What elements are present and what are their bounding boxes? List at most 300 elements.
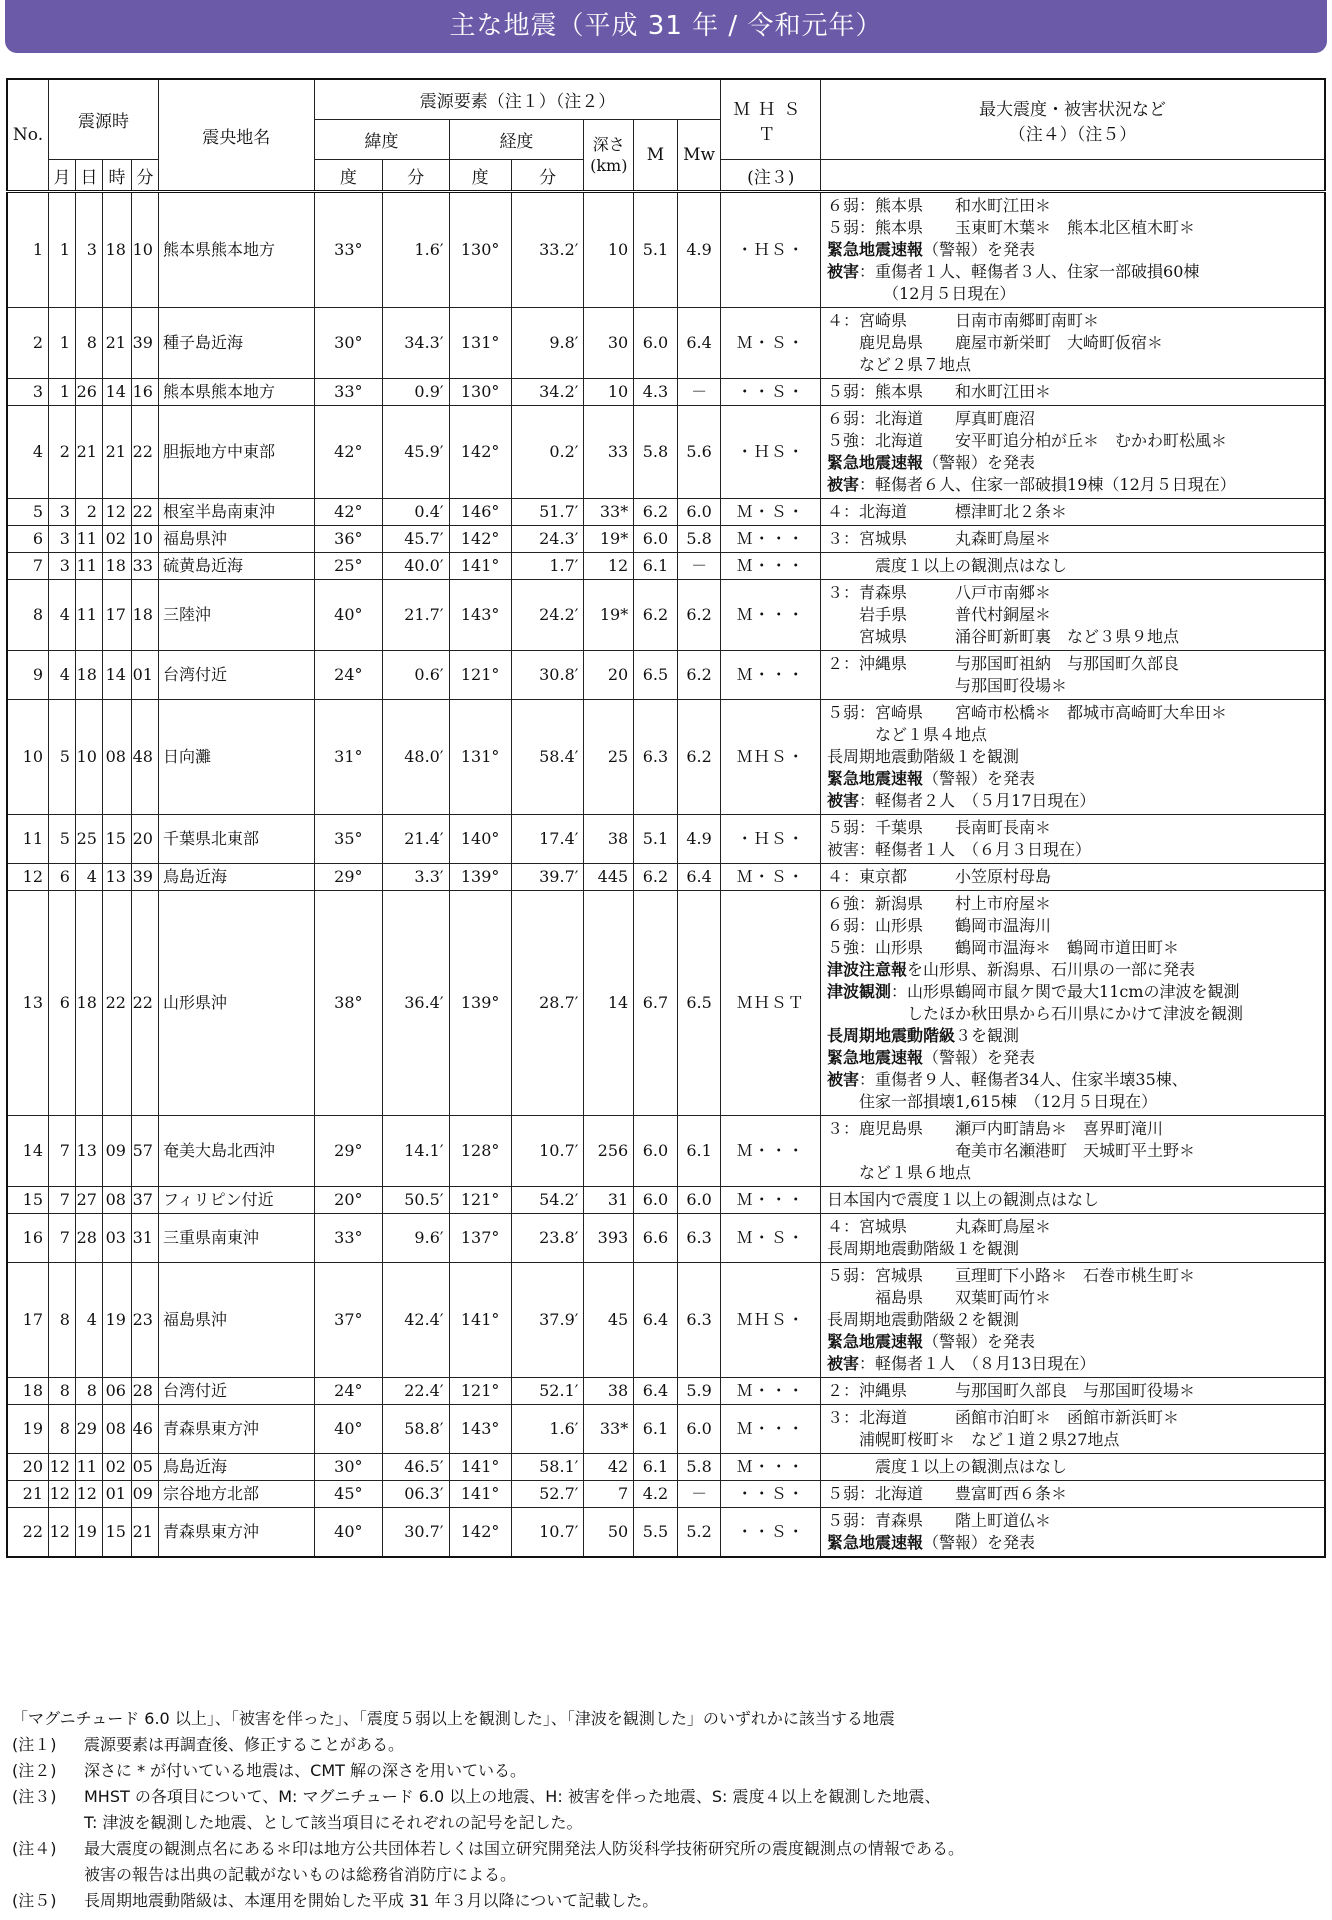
row-description bbox=[821, 1508, 1325, 1558]
row-month: 3 bbox=[49, 553, 76, 580]
row-minute: 22 bbox=[131, 499, 158, 526]
header-lat-deg: 度 bbox=[314, 160, 382, 192]
table-row bbox=[7, 379, 1325, 406]
row-depth: 10 bbox=[584, 192, 634, 308]
row-lon-min: 10.7′ bbox=[511, 1116, 584, 1187]
description-line bbox=[827, 959, 1320, 981]
row-month: 8 bbox=[49, 1378, 76, 1405]
row-mhst: Ｍ・Ｓ・ bbox=[721, 308, 821, 379]
header-m: M bbox=[634, 120, 678, 192]
header-day: 日 bbox=[75, 160, 102, 192]
description-line bbox=[827, 310, 1320, 332]
row-lat-deg: 33° bbox=[314, 379, 382, 406]
row-mw: 6.3 bbox=[677, 1214, 721, 1263]
row-mhst: ・ＨＳ・ bbox=[721, 815, 821, 864]
footnote-indent bbox=[12, 1862, 84, 1888]
row-m: 6.4 bbox=[634, 1378, 678, 1405]
row-lat-min: 0.6′ bbox=[383, 651, 449, 700]
row-depth: 14 bbox=[584, 891, 634, 1116]
row-lat-deg: 40° bbox=[314, 580, 382, 651]
description-line bbox=[827, 626, 1320, 648]
description-text: （警報）を発表 bbox=[923, 1533, 1036, 1552]
description-text: ６弱：北海道 厚真町鹿沼 bbox=[827, 409, 1036, 428]
row-m: 5.5 bbox=[634, 1508, 678, 1558]
row-lat-deg: 29° bbox=[314, 864, 382, 891]
row-lon-min: 9.8′ bbox=[511, 308, 584, 379]
description-line bbox=[827, 452, 1320, 474]
row-day: 29 bbox=[75, 1405, 102, 1454]
row-hour: 15 bbox=[102, 1508, 131, 1558]
row-minute: 21 bbox=[131, 1508, 158, 1558]
row-m: 4.2 bbox=[634, 1481, 678, 1508]
row-lat-deg: 20° bbox=[314, 1187, 382, 1214]
row-lon-deg: 141° bbox=[449, 553, 511, 580]
description-line bbox=[827, 1380, 1320, 1402]
row-description bbox=[821, 1481, 1325, 1508]
row-no: 22 bbox=[7, 1508, 49, 1558]
row-description bbox=[821, 379, 1325, 406]
description-line bbox=[827, 528, 1320, 550]
row-mhst: Ｍ・・・ bbox=[721, 651, 821, 700]
row-lat-deg: 29° bbox=[314, 1116, 382, 1187]
footnotes bbox=[12, 1706, 1322, 1914]
row-epicenter: 日向灘 bbox=[158, 700, 314, 815]
row-m: 6.0 bbox=[634, 526, 678, 553]
description-text: （警報）を発表 bbox=[923, 1048, 1036, 1067]
row-lon-min: 17.4′ bbox=[511, 815, 584, 864]
row-day: 4 bbox=[75, 1263, 102, 1378]
row-lat-deg: 25° bbox=[314, 553, 382, 580]
row-description bbox=[821, 499, 1325, 526]
row-description bbox=[821, 891, 1325, 1116]
row-lat-min: 46.5′ bbox=[383, 1454, 449, 1481]
row-m: 4.3 bbox=[634, 379, 678, 406]
row-depth: 19* bbox=[584, 580, 634, 651]
row-day: 11 bbox=[75, 526, 102, 553]
row-lon-min: 30.8′ bbox=[511, 651, 584, 700]
row-depth: 19* bbox=[584, 526, 634, 553]
description-text: ４：宮崎県 日南市南郷町南町＊ bbox=[827, 311, 1100, 330]
description-line bbox=[827, 866, 1320, 888]
description-line bbox=[827, 1003, 1320, 1025]
row-description bbox=[821, 553, 1325, 580]
row-m: 6.2 bbox=[634, 580, 678, 651]
row-lat-deg: 24° bbox=[314, 651, 382, 700]
row-m: 6.0 bbox=[634, 1187, 678, 1214]
row-depth: 20 bbox=[584, 651, 634, 700]
description-text: ４：東京都 小笠原村母島 bbox=[827, 867, 1052, 886]
row-minute: 37 bbox=[131, 1187, 158, 1214]
row-day: 18 bbox=[75, 891, 102, 1116]
description-line bbox=[827, 381, 1320, 403]
row-mhst: Ｍ・・・ bbox=[721, 1405, 821, 1454]
row-lat-deg: 42° bbox=[314, 499, 382, 526]
row-description bbox=[821, 1116, 1325, 1187]
row-description bbox=[821, 815, 1325, 864]
row-m: 6.0 bbox=[634, 1116, 678, 1187]
row-month: 7 bbox=[49, 1116, 76, 1187]
row-hour: 06 bbox=[102, 1378, 131, 1405]
row-hour: 21 bbox=[102, 308, 131, 379]
description-bold: 被害 bbox=[827, 791, 860, 810]
table-row bbox=[7, 1187, 1325, 1214]
description-text: ５弱：宮城県 亘理町下小路＊ 石巻市桃生町＊ bbox=[827, 1266, 1196, 1285]
row-minute: 33 bbox=[131, 553, 158, 580]
row-m: 6.6 bbox=[634, 1214, 678, 1263]
row-month: 4 bbox=[49, 651, 76, 700]
description-line bbox=[827, 1407, 1320, 1429]
description-text: ３：鹿児島県 瀬戸内町請島＊ 喜界町滝川 bbox=[827, 1119, 1164, 1138]
row-month: 1 bbox=[49, 308, 76, 379]
description-text: 鹿児島県 鹿屋市新栄町 大崎町仮宿＊ bbox=[827, 333, 1164, 352]
description-bold: 緊急地震速報 bbox=[827, 1332, 924, 1351]
row-mw: － bbox=[677, 379, 721, 406]
row-m: 6.2 bbox=[634, 499, 678, 526]
row-lon-min: 58.4′ bbox=[511, 700, 584, 815]
row-m: 6.5 bbox=[634, 651, 678, 700]
row-lon-deg: 131° bbox=[449, 308, 511, 379]
table-row bbox=[7, 192, 1325, 308]
description-bold: 緊急地震速報 bbox=[827, 769, 924, 788]
row-minute: 18 bbox=[131, 580, 158, 651]
row-depth: 12 bbox=[584, 553, 634, 580]
row-lat-min: 1.6′ bbox=[383, 192, 449, 308]
description-line bbox=[827, 1510, 1320, 1532]
row-lon-min: 1.6′ bbox=[511, 1405, 584, 1454]
row-lat-deg: 33° bbox=[314, 192, 382, 308]
description-line bbox=[827, 408, 1320, 430]
table-row bbox=[7, 1378, 1325, 1405]
description-text: ４：北海道 標津町北２条＊ bbox=[827, 502, 1068, 521]
row-epicenter: 台湾付近 bbox=[158, 1378, 314, 1405]
description-line bbox=[827, 1118, 1320, 1140]
row-m: 6.7 bbox=[634, 891, 678, 1116]
footnote bbox=[12, 1758, 1322, 1784]
description-text: ５弱：北海道 豊富町西６条＊ bbox=[827, 1484, 1068, 1503]
row-lat-min: 42.4′ bbox=[383, 1263, 449, 1378]
row-m: 5.1 bbox=[634, 192, 678, 308]
row-description bbox=[821, 651, 1325, 700]
row-mw: － bbox=[677, 553, 721, 580]
description-text: 福島県 双葉町両竹＊ bbox=[827, 1288, 1052, 1307]
row-lat-deg: 31° bbox=[314, 700, 382, 815]
row-lat-min: 58.8′ bbox=[383, 1405, 449, 1454]
row-depth: 31 bbox=[584, 1187, 634, 1214]
description-line bbox=[827, 1456, 1320, 1478]
row-hour: 14 bbox=[102, 651, 131, 700]
description-text: など２県７地点 bbox=[827, 355, 972, 374]
row-day: 21 bbox=[75, 406, 102, 499]
row-no: 9 bbox=[7, 651, 49, 700]
row-hour: 18 bbox=[102, 192, 131, 308]
row-epicenter: 鳥島近海 bbox=[158, 864, 314, 891]
row-m: 6.1 bbox=[634, 1454, 678, 1481]
header-elements: 震源要素（注１）（注２） bbox=[314, 79, 721, 120]
row-no: 8 bbox=[7, 580, 49, 651]
header-intensity bbox=[821, 79, 1325, 160]
description-line bbox=[827, 195, 1320, 217]
row-mhst: ・・Ｓ・ bbox=[721, 1508, 821, 1558]
row-mw: 6.0 bbox=[677, 1187, 721, 1214]
row-mw: 5.6 bbox=[677, 406, 721, 499]
row-epicenter: 千葉県北東部 bbox=[158, 815, 314, 864]
row-description bbox=[821, 1214, 1325, 1263]
row-depth: 38 bbox=[584, 1378, 634, 1405]
table-row bbox=[7, 700, 1325, 815]
description-line bbox=[827, 261, 1320, 283]
row-day: 2 bbox=[75, 499, 102, 526]
description-text: ５弱：千葉県 長南町長南＊ bbox=[827, 818, 1052, 837]
table-row bbox=[7, 406, 1325, 499]
row-hour: 17 bbox=[102, 580, 131, 651]
footnote-text: MHST の各項目について、M: マグニチュード 6.0 以上の地震、H: 被害を伴った地震、S: 震度４以上を観測した地震、 bbox=[84, 1787, 941, 1806]
description-text: 長周期地震動階級２を観測 bbox=[827, 1310, 1020, 1329]
row-mw: 4.9 bbox=[677, 815, 721, 864]
title-bar bbox=[5, 0, 1327, 53]
row-hour: 14 bbox=[102, 379, 131, 406]
description-line bbox=[827, 675, 1320, 697]
description-line bbox=[827, 1091, 1320, 1113]
row-hour: 03 bbox=[102, 1214, 131, 1263]
row-no: 18 bbox=[7, 1378, 49, 1405]
row-hour: 02 bbox=[102, 526, 131, 553]
description-line bbox=[827, 839, 1320, 861]
description-text: ２：沖縄県 与那国町久部良 与那国町役場＊ bbox=[827, 1381, 1196, 1400]
row-depth: 33* bbox=[584, 1405, 634, 1454]
row-mhst: Ｍ・・・ bbox=[721, 553, 821, 580]
row-hour: 21 bbox=[102, 406, 131, 499]
row-mhst: Ｍ・Ｓ・ bbox=[721, 1214, 821, 1263]
table-row bbox=[7, 651, 1325, 700]
row-lon-deg: 142° bbox=[449, 1508, 511, 1558]
row-description bbox=[821, 526, 1325, 553]
row-mw: 6.2 bbox=[677, 580, 721, 651]
row-description bbox=[821, 406, 1325, 499]
row-no: 17 bbox=[7, 1263, 49, 1378]
row-lat-deg: 45° bbox=[314, 1481, 382, 1508]
description-bold: 緊急地震速報 bbox=[827, 240, 924, 259]
description-text: 与那国町役場＊ bbox=[827, 676, 1068, 695]
description-line bbox=[827, 746, 1320, 768]
row-lon-deg: 121° bbox=[449, 651, 511, 700]
header-intensity-note: （注４）（注５） bbox=[1008, 124, 1137, 145]
footnote-indent bbox=[12, 1810, 84, 1836]
row-lat-deg: 24° bbox=[314, 1378, 382, 1405]
row-mhst: Ｍ・・・ bbox=[721, 580, 821, 651]
row-lat-deg: 33° bbox=[314, 1214, 382, 1263]
row-hour: 12 bbox=[102, 499, 131, 526]
table-row bbox=[7, 1454, 1325, 1481]
row-day: 11 bbox=[75, 1454, 102, 1481]
description-text: ３：宮城県 丸森町鳥屋＊ bbox=[827, 529, 1052, 548]
description-line bbox=[827, 430, 1320, 452]
row-mhst: Ｍ・Ｓ・ bbox=[721, 499, 821, 526]
table-row bbox=[7, 1116, 1325, 1187]
row-mhst: ・・Ｓ・ bbox=[721, 1481, 821, 1508]
row-depth: 42 bbox=[584, 1454, 634, 1481]
description-bold: 緊急地震速報 bbox=[827, 1048, 924, 1067]
row-epicenter: 熊本県熊本地方 bbox=[158, 379, 314, 406]
row-no: 14 bbox=[7, 1116, 49, 1187]
description-text: 震度１以上の観測点はなし bbox=[827, 1457, 1068, 1476]
row-no: 6 bbox=[7, 526, 49, 553]
row-lon-deg: 139° bbox=[449, 864, 511, 891]
header-lon: 経度 bbox=[449, 120, 584, 160]
row-lon-deg: 141° bbox=[449, 1263, 511, 1378]
description-line bbox=[827, 1162, 1320, 1184]
row-lat-deg: 30° bbox=[314, 1454, 382, 1481]
footnote bbox=[12, 1888, 1322, 1914]
description-bold: 被害 bbox=[827, 1354, 860, 1373]
description-text: ５弱：宮崎県 宮崎市松橋＊ 都城市高崎町大牟田＊ bbox=[827, 703, 1228, 722]
row-month: 3 bbox=[49, 499, 76, 526]
header-minute: 分 bbox=[131, 160, 158, 192]
table-row bbox=[7, 864, 1325, 891]
description-line bbox=[827, 1189, 1320, 1211]
row-lon-deg: 142° bbox=[449, 406, 511, 499]
header-lat: 緯度 bbox=[314, 120, 449, 160]
row-minute: 23 bbox=[131, 1263, 158, 1378]
row-description bbox=[821, 1263, 1325, 1378]
description-text: 長周期地震動階級１を観測 bbox=[827, 1239, 1020, 1258]
header-mhst: ＭＨＳＴ bbox=[721, 79, 821, 160]
description-line bbox=[827, 555, 1320, 577]
row-description bbox=[821, 192, 1325, 308]
row-day: 25 bbox=[75, 815, 102, 864]
earthquake-table bbox=[6, 78, 1326, 1558]
row-depth: 445 bbox=[584, 864, 634, 891]
row-day: 8 bbox=[75, 308, 102, 379]
row-lon-min: 24.2′ bbox=[511, 580, 584, 651]
row-day: 19 bbox=[75, 1508, 102, 1558]
table-row bbox=[7, 1481, 1325, 1508]
table-row bbox=[7, 553, 1325, 580]
row-mw: 6.0 bbox=[677, 499, 721, 526]
footnote-label: (注５) bbox=[12, 1891, 57, 1910]
description-text: （12月５日現在） bbox=[827, 284, 1016, 303]
row-no: 3 bbox=[7, 379, 49, 406]
description-text: ５弱：青森県 階上町道仏＊ bbox=[827, 1511, 1052, 1530]
table-row bbox=[7, 1214, 1325, 1263]
row-lat-deg: 30° bbox=[314, 308, 382, 379]
row-m: 6.2 bbox=[634, 864, 678, 891]
row-lat-min: 30.7′ bbox=[383, 1508, 449, 1558]
row-lat-min: 50.5′ bbox=[383, 1187, 449, 1214]
table-row bbox=[7, 499, 1325, 526]
header-depth-label: 深さ bbox=[592, 135, 625, 154]
description-line bbox=[827, 1265, 1320, 1287]
description-text: ３を観測 bbox=[955, 1026, 1020, 1045]
row-month: 12 bbox=[49, 1454, 76, 1481]
row-month: 2 bbox=[49, 406, 76, 499]
header-lon-deg: 度 bbox=[449, 160, 511, 192]
description-line bbox=[827, 1025, 1320, 1047]
row-m: 6.1 bbox=[634, 1405, 678, 1454]
description-line bbox=[827, 915, 1320, 937]
row-month: 5 bbox=[49, 815, 76, 864]
row-mhst: ・・Ｓ・ bbox=[721, 379, 821, 406]
description-text: 奄美市名瀬港町 天城町平土野＊ bbox=[827, 1141, 1196, 1160]
row-lon-min: 10.7′ bbox=[511, 1508, 584, 1558]
header-hour: 時 bbox=[102, 160, 131, 192]
row-no: 16 bbox=[7, 1214, 49, 1263]
description-line bbox=[827, 1287, 1320, 1309]
row-day: 28 bbox=[75, 1214, 102, 1263]
row-mhst: ＭＨＳ・ bbox=[721, 1263, 821, 1378]
header-intensity-label: 最大震度・被害状況など bbox=[979, 99, 1166, 120]
row-month: 1 bbox=[49, 379, 76, 406]
row-lat-min: 22.4′ bbox=[383, 1378, 449, 1405]
row-no: 10 bbox=[7, 700, 49, 815]
row-lon-min: 33.2′ bbox=[511, 192, 584, 308]
header-no: No. bbox=[7, 79, 49, 192]
row-day: 3 bbox=[75, 192, 102, 308]
header-mhst-note: (注３) bbox=[721, 160, 821, 192]
row-no: 20 bbox=[7, 1454, 49, 1481]
row-minute: 28 bbox=[131, 1378, 158, 1405]
footnote-text: T: 津波を観測した地震、として該当項目にそれぞれの記号を記した。 bbox=[84, 1813, 583, 1832]
description-line bbox=[827, 354, 1320, 376]
description-line bbox=[827, 501, 1320, 523]
footnote bbox=[12, 1706, 1322, 1732]
row-mhst: ・ＨＳ・ bbox=[721, 406, 821, 499]
row-lat-deg: 37° bbox=[314, 1263, 382, 1378]
description-text: 長周期地震動階級１を観測 bbox=[827, 747, 1020, 766]
row-mw: 6.2 bbox=[677, 700, 721, 815]
row-mhst: ・ＨＳ・ bbox=[721, 192, 821, 308]
row-mw: 6.1 bbox=[677, 1116, 721, 1187]
row-month: 8 bbox=[49, 1263, 76, 1378]
row-lon-min: 52.7′ bbox=[511, 1481, 584, 1508]
row-day: 12 bbox=[75, 1481, 102, 1508]
row-day: 18 bbox=[75, 651, 102, 700]
row-mw: 6.4 bbox=[677, 864, 721, 891]
row-day: 27 bbox=[75, 1187, 102, 1214]
row-lon-min: 52.1′ bbox=[511, 1378, 584, 1405]
footnote-text: 被害の報告は出典の記載がないものは総務省消防庁による。 bbox=[84, 1865, 517, 1884]
footnote-text: 「マグニチュード 6.0 以上」、「被害を伴った」、「震度５弱以上を観測した」、「津波を観測した」のいずれかに該当する地震 bbox=[12, 1709, 895, 1728]
row-minute: 31 bbox=[131, 1214, 158, 1263]
row-no: 13 bbox=[7, 891, 49, 1116]
row-description bbox=[821, 864, 1325, 891]
description-text: 被害：軽傷者１人 （６月３日現在） bbox=[827, 840, 1092, 859]
row-mhst: Ｍ・Ｓ・ bbox=[721, 864, 821, 891]
row-epicenter: 三陸沖 bbox=[158, 580, 314, 651]
row-lon-deg: 121° bbox=[449, 1378, 511, 1405]
row-depth: 33 bbox=[584, 406, 634, 499]
description-line bbox=[827, 239, 1320, 261]
row-lon-deg: 130° bbox=[449, 192, 511, 308]
description-line bbox=[827, 1216, 1320, 1238]
description-text: （警報）を発表 bbox=[923, 453, 1036, 472]
footnote bbox=[12, 1862, 1322, 1888]
row-hour: 18 bbox=[102, 553, 131, 580]
row-lon-deg: 142° bbox=[449, 526, 511, 553]
row-no: 19 bbox=[7, 1405, 49, 1454]
row-hour: 09 bbox=[102, 1116, 131, 1187]
row-mhst: Ｍ・・・ bbox=[721, 1454, 821, 1481]
row-hour: 22 bbox=[102, 891, 131, 1116]
row-depth: 7 bbox=[584, 1481, 634, 1508]
description-line bbox=[827, 1238, 1320, 1260]
row-day: 13 bbox=[75, 1116, 102, 1187]
row-mw: 6.2 bbox=[677, 651, 721, 700]
description-text: 住家一部損壊1,615棟 （12月５日現在） bbox=[827, 1092, 1158, 1111]
table-body bbox=[7, 192, 1325, 1558]
row-description bbox=[821, 580, 1325, 651]
row-day: 10 bbox=[75, 700, 102, 815]
row-hour: 15 bbox=[102, 815, 131, 864]
